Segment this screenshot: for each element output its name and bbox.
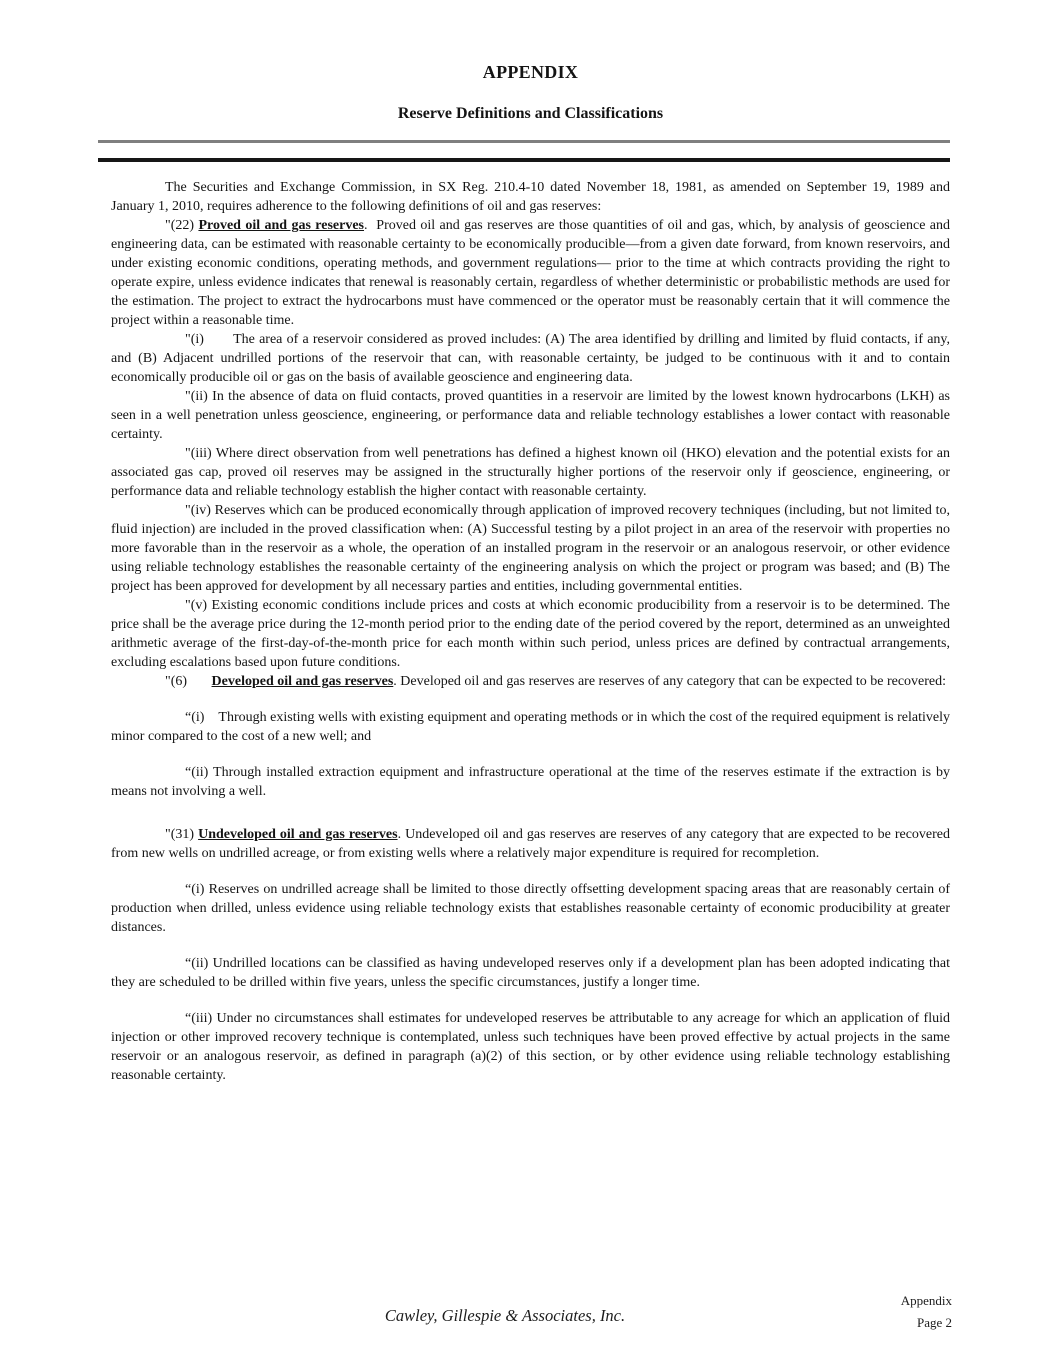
paragraph-text: “(ii) Through installed extraction equipment and infrastructure operational at the time of the reserves estimate if the extraction is by means not involving a well. (111, 765, 950, 799)
paragraph-text: "(ii) In the absence of data on fluid contacts, proved quantities in a reservoir are limited by the lowest known hydrocarbons (LKH) as seen in a well penetration unless geoscience, engineering, or performance data and reliable technology establishes a lower contact with reasonable certainty. (111, 389, 950, 442)
paragraph-text: “(i) Through existing wells with existing equipment and operating methods or in which the cost of the required equipment is relatively minor compared to the cost of a new well; and (111, 710, 950, 744)
paragraph-22-ii (111, 387, 950, 444)
footer-page-number: Page 2 (916, 1314, 952, 1330)
paragraph-6-i (111, 708, 950, 746)
footer-company-name: Cawley, Gillespie & Associates, Inc. (384, 1306, 626, 1325)
paragraph-22-v (111, 596, 950, 672)
defined-term: Proved oil and gas reserves (198, 218, 365, 233)
paragraph-text: "(iii) Where direct observation from well penetrations has defined a highest known oil (HKO) elevation and the potential exists for an associated gas cap, proved oil reserves may be assigned in the structurally higher portions of the reservoir only if geoscience, engineering, or performance data and reliable technology establish the higher contact with reasonable certainty. (111, 446, 950, 499)
paragraph-text: “(iii) Under no circumstances shall estimates for undeveloped reserves be attributable to any acreage for which an application of fluid injection or other improved recovery technique is contemplated, unless such techniques have been proved effective by actual projects in the same reservoir or an analogous reservoir, as defined in paragraph (a)(2) of this section, or by other evidence using reliable technology establishing reasonable certainty. (111, 1011, 950, 1083)
paragraph-31-iii (111, 1009, 950, 1085)
footer-page-block (901, 1290, 952, 1333)
paragraph-text: The Securities and Exchange Commission, in SX Reg. 210.4-10 dated November 18, 1981, as amended on September 19, 1989 and January 1, 2010, requires adherence to the following definitions of oil and gas reserves: (111, 180, 950, 214)
paragraph-31-ii (111, 954, 950, 992)
paragraph-31-i (111, 880, 950, 937)
paragraph-22-iii (111, 444, 950, 501)
defined-term: Developed oil and gas reserves (211, 674, 394, 689)
paragraph-text: “(i) Reserves on undrilled acreage shall be limited to those directly offsetting development spacing areas that are reasonably certain of production when drilled, unless evidence using reliable technology exists that establishes reasonable certainty of economic producibility at greater distances. (111, 882, 950, 935)
paragraph-text: "(i) The area of a reservoir considered as proved includes: (A) The area identified by drilling and limited by fluid contacts, if any, and (B) Adjacent undrilled portions of the reservoir that can, with reasonable certainty, be judged to be continuous with it and to contain economically producible oil or gas on the basis of available geoscience and engineering data. (111, 332, 950, 385)
paragraph-text: "(iv) Reserves which can be produced economically through application of improved recovery techniques (including, but not limited to, fluid injection) are included in the proved classification when: (A) Successful testing by a pilot project in an area of the reservoir with properties no more favorable than in the reservoir as a whole, the operation of an installed program in the reservoir or an analogous reservoir, or other evidence using reliable technology establishes the reasonable certainty of the engineering analysis on which the project or program was based; and (B) The project has been approved for development by all necessary parties and entities, including governmental entities. (111, 503, 950, 594)
paragraph-22-proved (111, 216, 950, 330)
header-divider (98, 140, 950, 162)
paragraph-text: "(v) Existing economic conditions include prices and costs at which economic producibility from a reservoir is to be determined. The price shall be the average price during the 12-month period prior to the ending date of the period covered by the report, determined as an unweighted arithmetic average of the first-day-of-the-month price for each month within such period, unless prices are defined by contractual arrangements, excluding escalations based upon future conditions. (111, 598, 950, 670)
paragraph-6-ii (111, 763, 950, 801)
page-subtitle: Reserve Definitions and Classifications (397, 105, 664, 122)
document-body (111, 178, 950, 1085)
paragraph-22-i (111, 330, 950, 387)
paragraph-6-developed (111, 672, 950, 691)
divider-thin-rule (98, 140, 950, 143)
divider-thick-rule (98, 158, 950, 163)
paragraph-text: “(ii) Undrilled locations can be classified as having undeveloped reserves only if a development plan has been adopted indicating that they are scheduled to be drilled within five years, unless the specific circumstances, justify a longer time. (111, 956, 950, 990)
paragraph-text: . Undeveloped oil and gas reserves are reserves of any category that are expected to be recovered from new wells on undrilled acreage, or from existing wells where a relatively major expenditure is required for recompletion. (111, 827, 950, 861)
paragraph-22-iv (111, 501, 950, 596)
paragraph-text: "(6) (165, 674, 212, 689)
paragraph-text: . Developed oil and gas reserves are reserves of any category that can be expected to be recovered: (393, 674, 947, 689)
footer-appendix-label: Appendix (900, 1293, 952, 1308)
paragraph-intro (111, 178, 950, 216)
page-title: APPENDIX (482, 62, 579, 82)
paragraph-31-undeveloped (111, 825, 950, 863)
paragraph-text: . Proved oil and gas reserves are those quantities of oil and gas, which, by analysis of geoscience and engineering data, can be estimated with reasonable certainty to be economically producible—from a given date forward, from known reservoirs, and under existing economic conditions, operating methods, and government regulations— prior to the time at which contracts providing the right to operate expire, unless evidence indicates that renewal is reasonably certain, regardless of whether deterministic or probabilistic methods are used for the estimation. The project to extract the hydrocarbons must have commenced or the operator must be reasonably certain that it will commence the project within a reasonable time. (111, 218, 950, 328)
paragraph-text: "(31) (165, 827, 199, 842)
defined-term: Undeveloped oil and gas reserves (198, 827, 398, 842)
paragraph-text: "(22) (165, 218, 199, 233)
